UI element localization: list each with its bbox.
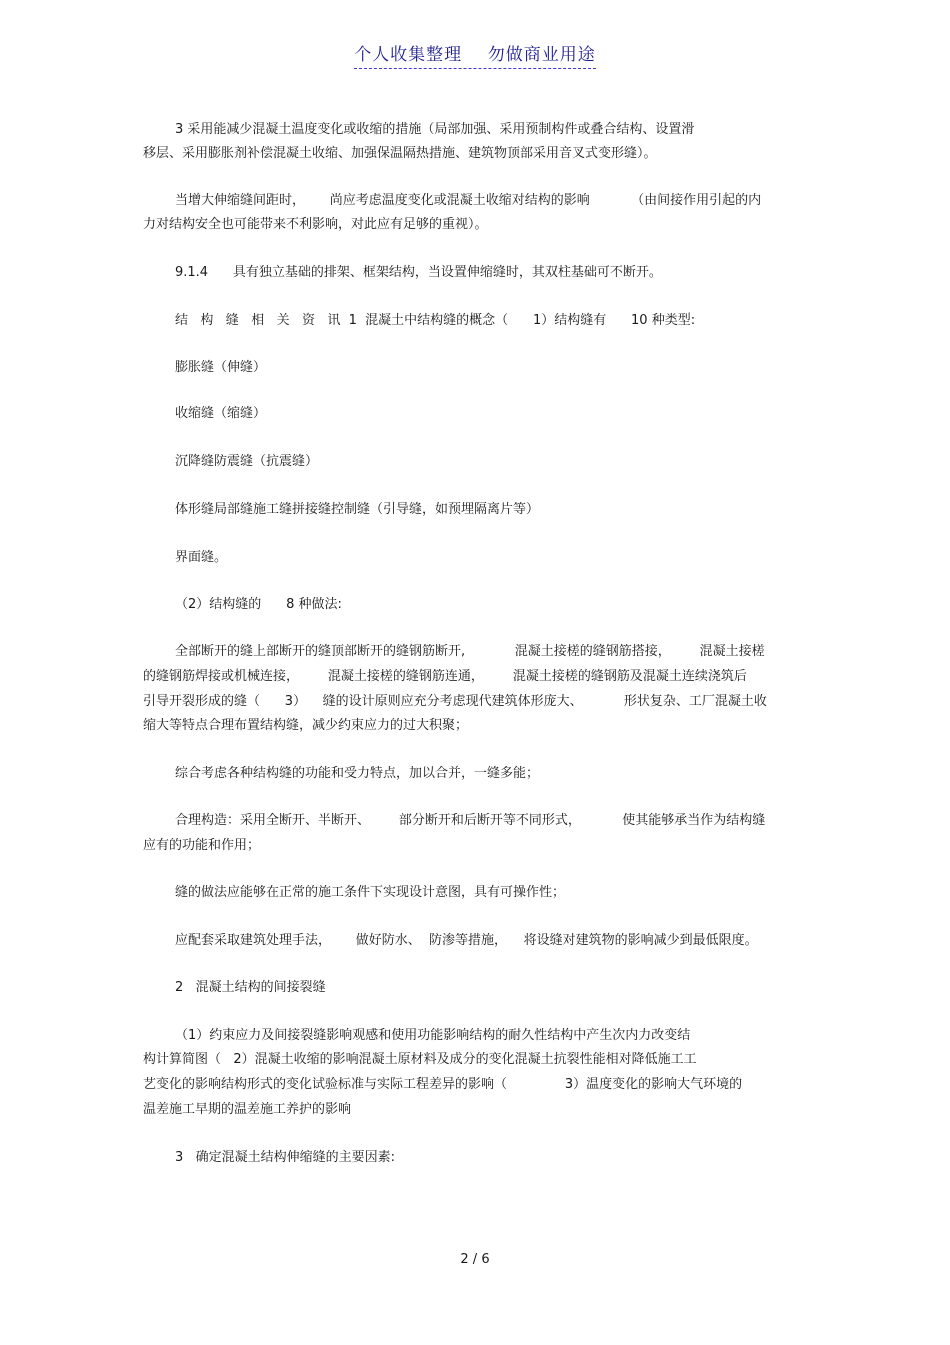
text-line: （1）约束应力及间接裂缝影响观感和使用功能影响结构的耐久性结构中产生次内力改变结 <box>175 1028 691 1043</box>
text-line: （2）结构缝的 8 种做法: <box>175 597 342 612</box>
list-item: 收缩缝（缩缝） <box>175 406 267 421</box>
header-watermark-text: 个人收集整理 勿做商业用途 <box>354 40 596 69</box>
text-line: 应配套采取建筑处理手法， 做好防水、 防渗等措施， 将设缝对建筑物的影响减少到最低限度。 <box>175 933 758 948</box>
text-line: 艺变化的影响结构形式的变化试验标准与实际工程差异的影响（ 3）温度变化的影响大气环境的 <box>143 1077 743 1092</box>
text-line: 缩大等特点合理布置结构缝，减少约束应力的过大积聚； <box>143 718 469 733</box>
text-line: 缝的做法应能够在正常的施工条件下实现设计意图，具有可操作性； <box>175 885 566 900</box>
text-line: 当增大伸缩缝间距时， 尚应考虑温度变化或混凝土收缩对结构的影响 （由间接作用引起的内 <box>175 193 762 208</box>
text-line: 力对结构安全也可能带来不利影响，对此应有足够的重视）。 <box>143 217 488 232</box>
text-line: 综合考虑各种结构缝的功能和受力特点，加以合并，一缝多能； <box>175 766 540 781</box>
list-item: 界面缝。 <box>175 550 228 565</box>
list-item: 膨胀缝（伸缝） <box>175 360 267 375</box>
text-line: 引导开裂形成的缝（ 3） 缝的设计原则应充分考虑现代建筑体形庞大、 形状复杂、工厂混凝土收 <box>143 694 767 709</box>
text-line: 结 构 缝 相 关 资 讯 1 混凝土中结构缝的概念（ 1）结构缝有 10 种类型: <box>175 313 696 328</box>
text-line: 的缝钢筋焊接或机械连接， 混凝土接槎的缝钢筋连通， 混凝土接槎的缝钢筋及混凝土连续浇筑后 <box>143 669 747 684</box>
page-number: 2 / 6 <box>460 1252 490 1267</box>
text-line: 构计算简图（ 2）混凝土收缩的影响混凝土原材料及成分的变化混凝土抗裂性能相对降低施工工 <box>143 1052 697 1067</box>
list-item: 体形缝局部缝施工缝拼接缝控制缝（引导缝，如预埋隔离片等） <box>175 502 540 517</box>
section-heading: 2 混凝土结构的间接裂缝 <box>175 980 326 995</box>
text-line: 应有的功能和作用； <box>143 838 261 853</box>
text-line: 合理构造：采用全断开、半断开、 部分断开和后断开等不同形式， 使其能够承当作为结构缝 <box>175 813 766 828</box>
page-header <box>0 40 950 69</box>
text-line: 3 采用能减少混凝土温度变化或收缩的措施（局部加强、采用预制构件或叠合结构、设置滑 <box>175 122 695 137</box>
text-line: 移层、采用膨胀剂补偿混凝土收缩、加强保温隔热措施、建筑物顶部采用音叉式变形缝）。 <box>143 146 657 161</box>
section-heading: 3 确定混凝土结构伸缩缝的主要因素: <box>175 1150 396 1165</box>
text-line: 温差施工早期的温差施工养护的影响 <box>143 1102 352 1117</box>
text-line: 全部断开的缝上部断开的缝顶部断开的缝钢筋断开, 混凝土接槎的缝钢筋搭接， 混凝土接槎 <box>175 644 765 659</box>
text-line: 9.1.4 具有独立基础的排架、框架结构，当设置伸缩缝时，其双柱基础可不断开。 <box>175 265 662 280</box>
list-item: 沉降缝防震缝（抗震缝） <box>175 454 319 469</box>
